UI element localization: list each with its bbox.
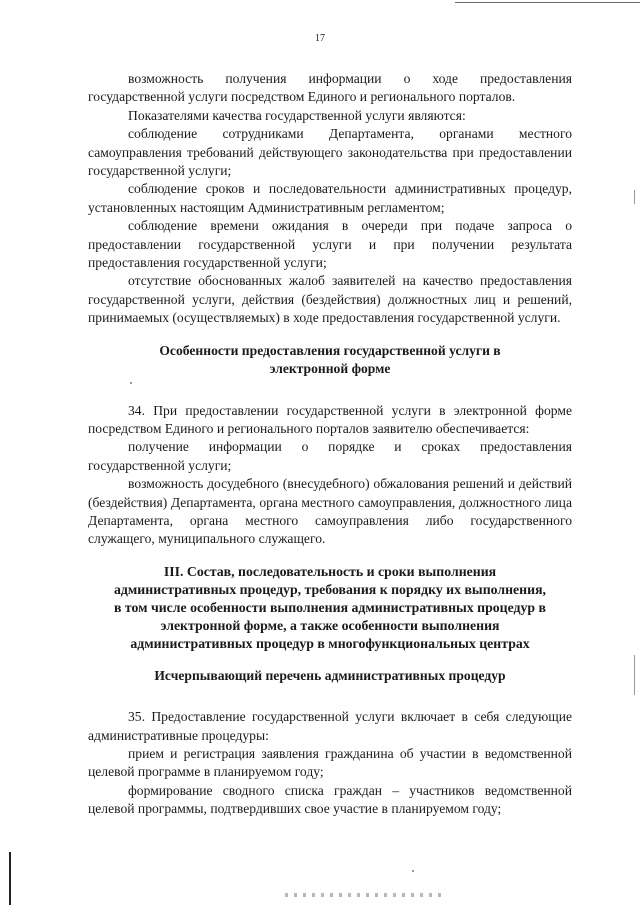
- paragraph: соблюдение времени ожидания в очереди при подаче запроса о предоставлении государственной услуги и при получении результата предоставления государственной услуги;: [88, 218, 572, 271]
- scan-margin-mark: [634, 190, 635, 204]
- paragraph: 35. Предоставление государственной услуги включает в себя следующие административные процедуры:: [88, 709, 572, 743]
- scan-speck: [412, 870, 414, 872]
- section-heading-line: административных процедур в многофункциональных центрах: [130, 635, 530, 651]
- scan-left-edge: [9, 852, 11, 905]
- scan-bottom-noise: [285, 893, 445, 897]
- section-heading-line: в том числе особенности выполнения административных процедур в: [113, 599, 547, 615]
- document-body: [88, 70, 572, 819]
- heading-line: электронной форме: [269, 361, 391, 377]
- paragraph: возможность получения информации о ходе предоставления государственной услуги посредством Единого и регионального порталов.: [88, 71, 572, 105]
- heading-line: Особенности предоставления государственной услуги в: [159, 342, 501, 358]
- paragraph: отсутствие обоснованных жалоб заявителей на качество предоставления государственной услуги, действия (бездействия) должностных лиц и решений, принимаемых (осуществляемых) в ходе предоставления государственной услуги.: [88, 273, 572, 326]
- section-heading-line: III. Состав, последовательность и сроки выполнения: [163, 563, 497, 579]
- page-number: 17: [315, 33, 325, 44]
- section-heading-line: электронной форме, а также особенности выполнения: [160, 617, 500, 633]
- scan-top-rule: [455, 2, 640, 3]
- paragraph: соблюдение сроков и последовательности административных процедур, установленных настоящим Административным регламентом;: [88, 181, 572, 215]
- scan-speck: [130, 382, 132, 384]
- section-heading-line: административных процедур, требования к порядку их выполнения,: [114, 581, 546, 597]
- scan-margin-mark: [634, 655, 635, 695]
- paragraph: формирование сводного списка граждан – участников ведомственной целевой программы, подтвердивших свое участие в планируемом году;: [88, 782, 572, 817]
- section-heading: [88, 563, 572, 653]
- paragraph: соблюдение сотрудниками Департамента, органами местного самоуправления требований действующего законодательства при предоставлении государственной услуги;: [88, 126, 572, 179]
- paragraph: 34. При предоставлении государственной услуги в электронной форме посредством Единого и регионального порталов заявителю обеспечивается:: [88, 402, 572, 436]
- paragraph: прием и регистрация заявления гражданина об участии в ведомственной целевой программе в планируемом году;: [88, 745, 572, 780]
- heading-electronic-form: [88, 342, 572, 379]
- heading-procedures-list: Исчерпывающий перечень административных процедур: [154, 667, 506, 683]
- paragraph: возможность досудебного (внесудебного) обжалования решений и действий (бездействия) Департамента, органа местного самоуправления, должностного лица Департамента, органа местного самоуправления либо государственного служащего, муниципального служащего.: [88, 476, 572, 547]
- paragraph: получение информации о порядке и сроках предоставления государственной услуги;: [88, 439, 572, 473]
- paragraph: Показателями качества государственной услуги являются:: [128, 107, 466, 123]
